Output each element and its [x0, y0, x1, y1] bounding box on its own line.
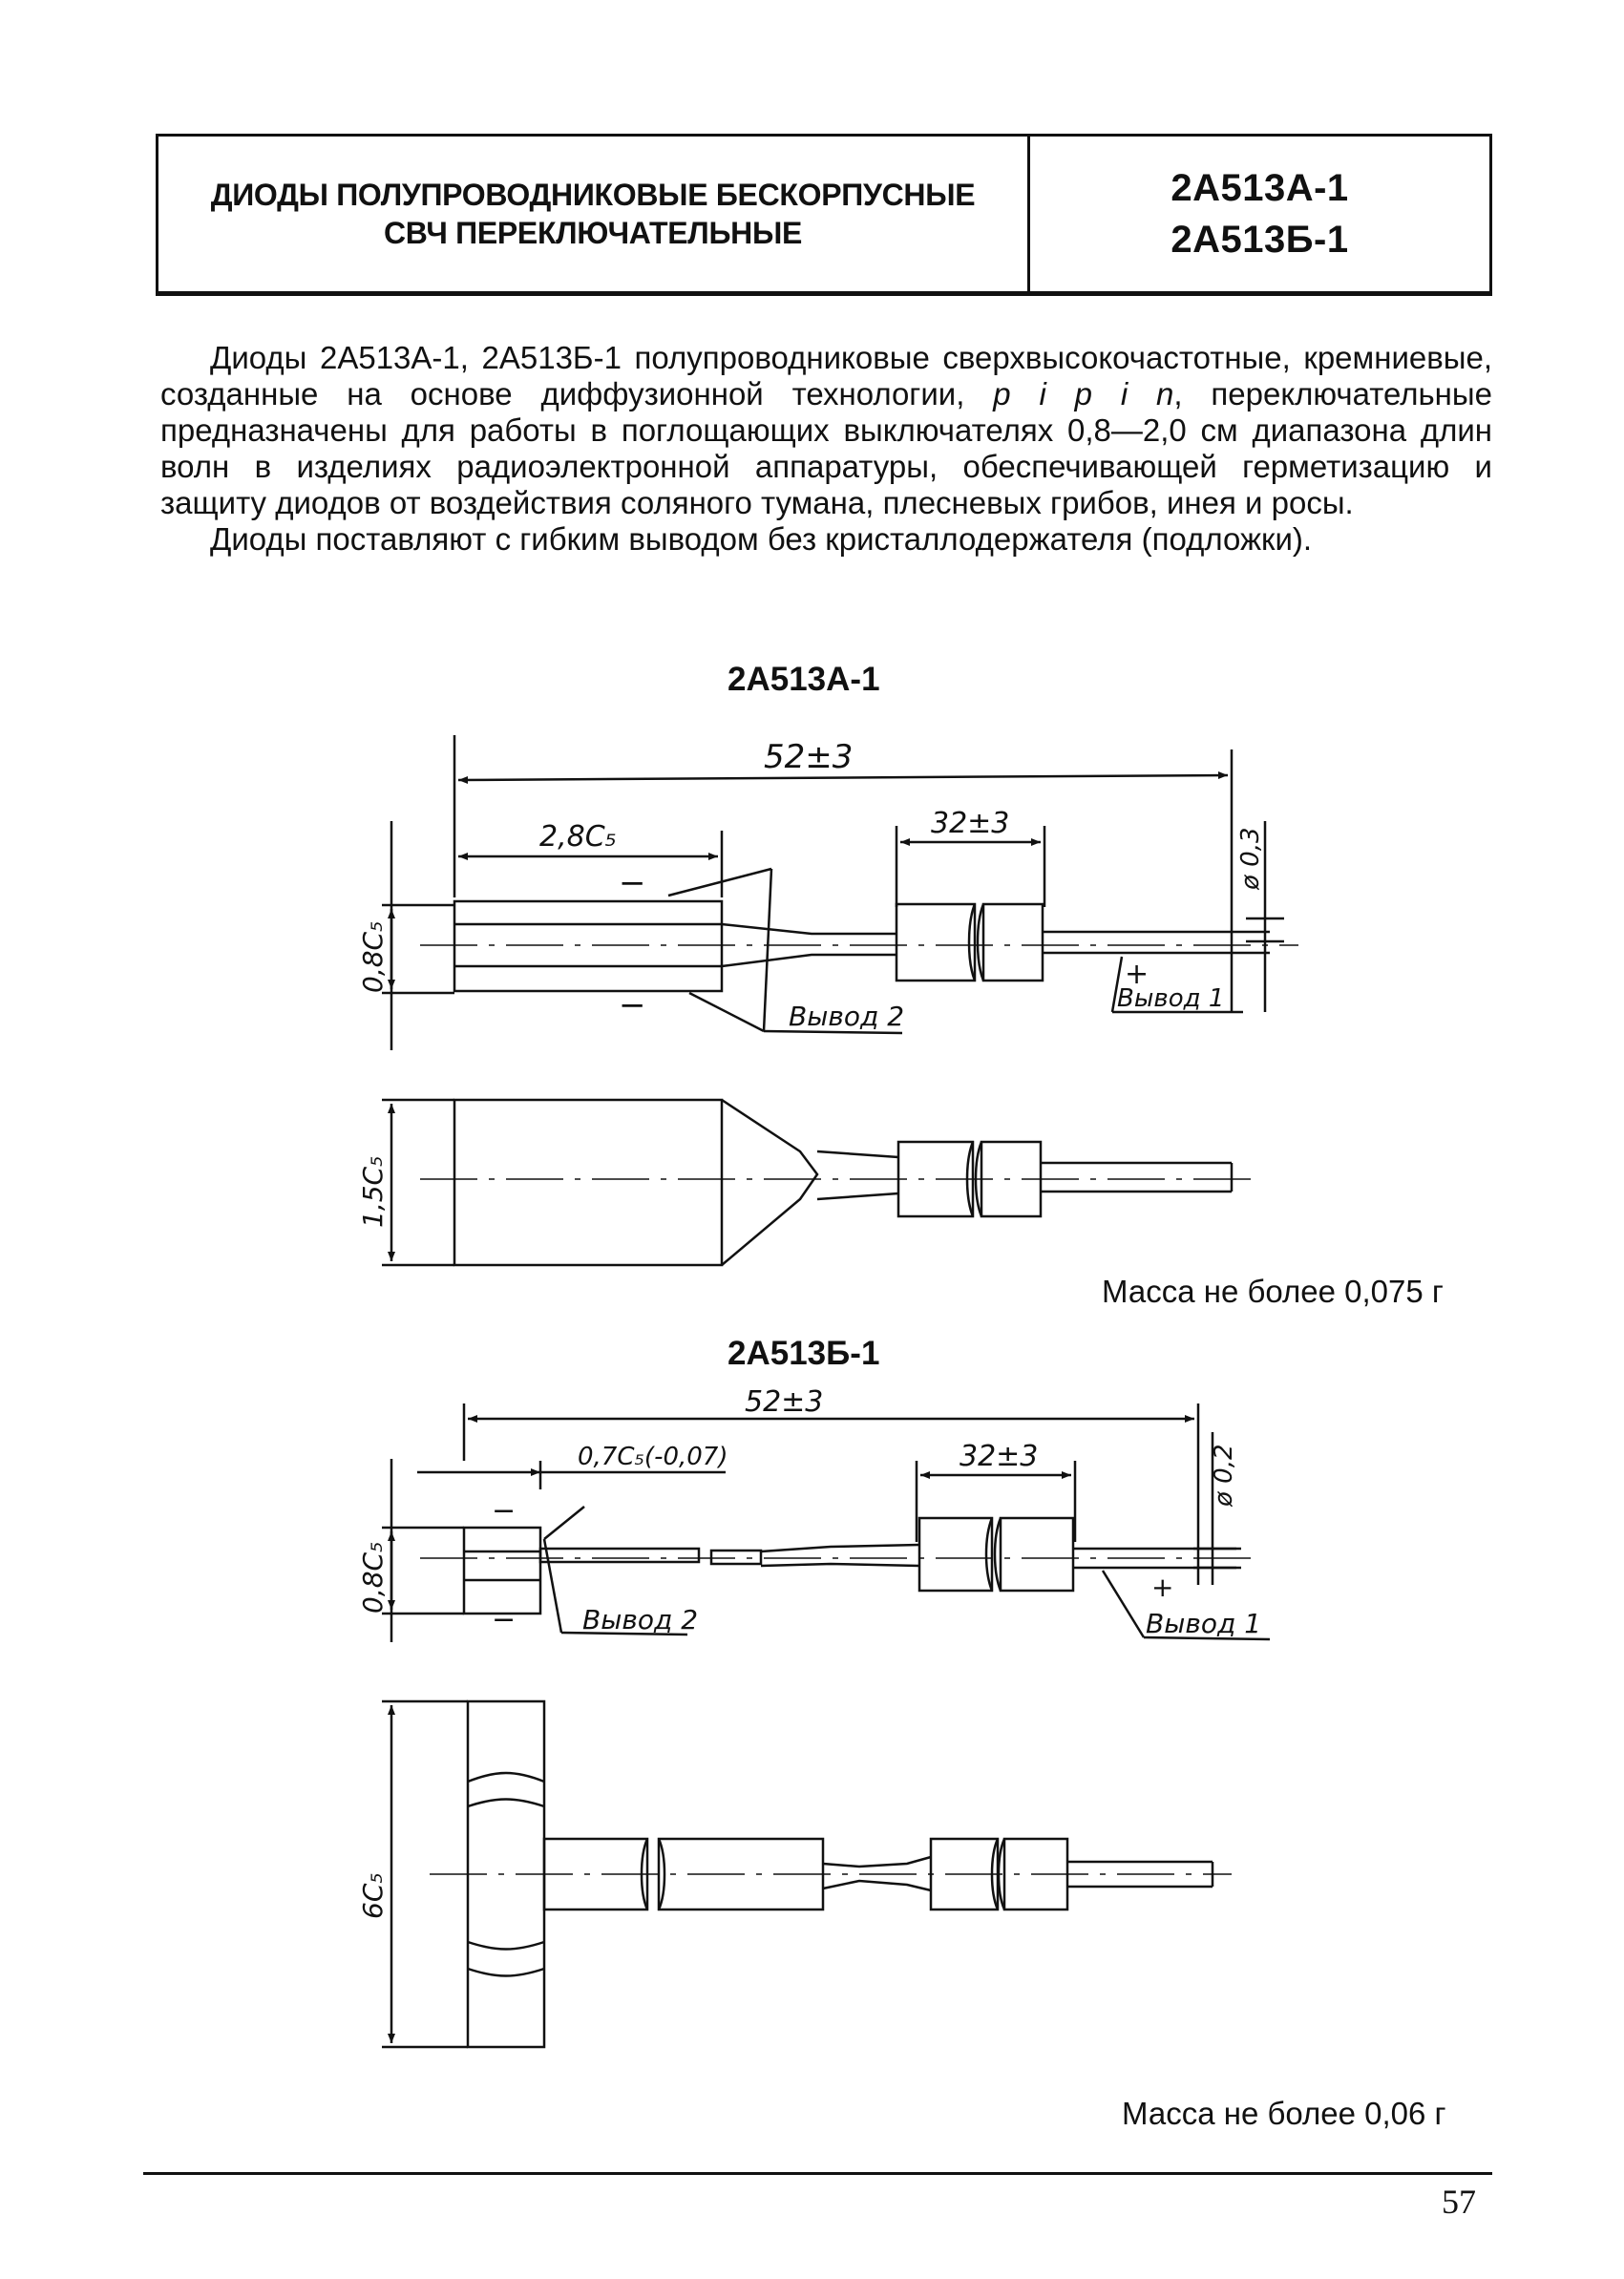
figure-b-dim-sleeve: 32±3 [960, 1440, 1039, 1473]
figure-a-dim-sleeve: 32±3 [931, 807, 1010, 840]
figure-b-minus-sign-top: − [492, 1494, 517, 1528]
figure-b-lead2-label: Вывод 2 [582, 1604, 699, 1635]
footer-rule [143, 2172, 1492, 2175]
figure-b-plus-sign: + [1151, 1572, 1174, 1603]
figure-b-side-view [382, 1701, 1232, 2047]
figure-b-dim-total: 52±3 [745, 1385, 824, 1419]
figure-a-lead2-label: Вывод 2 [789, 1001, 905, 1032]
page-number: 57 [1442, 2183, 1476, 2221]
figure-a-plus-sign: + [1125, 958, 1149, 991]
figure-a-dim-dia: ø 0,3 [1236, 827, 1265, 890]
description-paragraph-2: Диоды поставляют с гибким выводом без кристаллодержателя (подложки). [210, 521, 1313, 557]
header-title-line2: СВЧ ПЕРЕКЛЮЧАТЕЛЬНЫЕ [383, 216, 803, 250]
header-type-2: 2А513Б-1 [1171, 219, 1349, 261]
figure-b-dim-width: 6C₅ [357, 1872, 389, 1919]
figure-a-dim-total: 52±3 [764, 738, 854, 776]
figure-b-title: 2А513Б-1 [728, 1335, 880, 1372]
header-type-1: 2А513А-1 [1171, 167, 1349, 209]
figure-a-lead1-label: Вывод 1 [1117, 984, 1225, 1013]
figure-a-dim-crystal: 2,8C₅ [539, 820, 617, 854]
figure-a-mass: Масса не более 0,075 г [1102, 1274, 1444, 1309]
figure-a-dim-width: 1,5C₅ [357, 1155, 389, 1228]
figure-b-dim-dia: ø 0,2 [1210, 1444, 1238, 1507]
figure-a-title: 2А513А-1 [728, 661, 880, 698]
figure-b-dim-crystal: 0,7C₅(-0,07) [578, 1443, 728, 1471]
figure-b-minus-sign-bottom: − [492, 1603, 517, 1636]
p1-start: Диоды 2А513А-1, 2А513Б-1 полупроводниковые сверхвысокочастотные, кремниевые, созданные на основе диффузионной технологии, [160, 340, 1492, 411]
figure-a-minus-sign-bottom: − [619, 986, 646, 1024]
figure-a-minus-sign-top: − [619, 864, 646, 902]
p1-structure: p i p i n [993, 376, 1174, 411]
figure-b-mass: Масса не более 0,06 г [1122, 2096, 1446, 2131]
p1-end: , переключательные предназначены для работы в поглощающих выключателях 0,8—2,0 см диапазона длин волн в изделиях радиоэлектронной аппаратуры, обеспечивающей герметизацию и защиту диодов от воздействия соляного тумана, плесневых грибов, инея и росы. [160, 376, 1492, 520]
figure-b-dim-height: 0,8C₅ [357, 1541, 389, 1614]
figure-b-lead1-label: Вывод 1 [1146, 1608, 1262, 1639]
figure-a-side-view [382, 1100, 1253, 1265]
figure-a-dim-height: 0,8C₅ [357, 920, 389, 993]
header-title-line1: ДИОДЫ ПОЛУПРОВОДНИКОВЫЕ БЕСКОРПУСНЫЕ [210, 178, 976, 212]
